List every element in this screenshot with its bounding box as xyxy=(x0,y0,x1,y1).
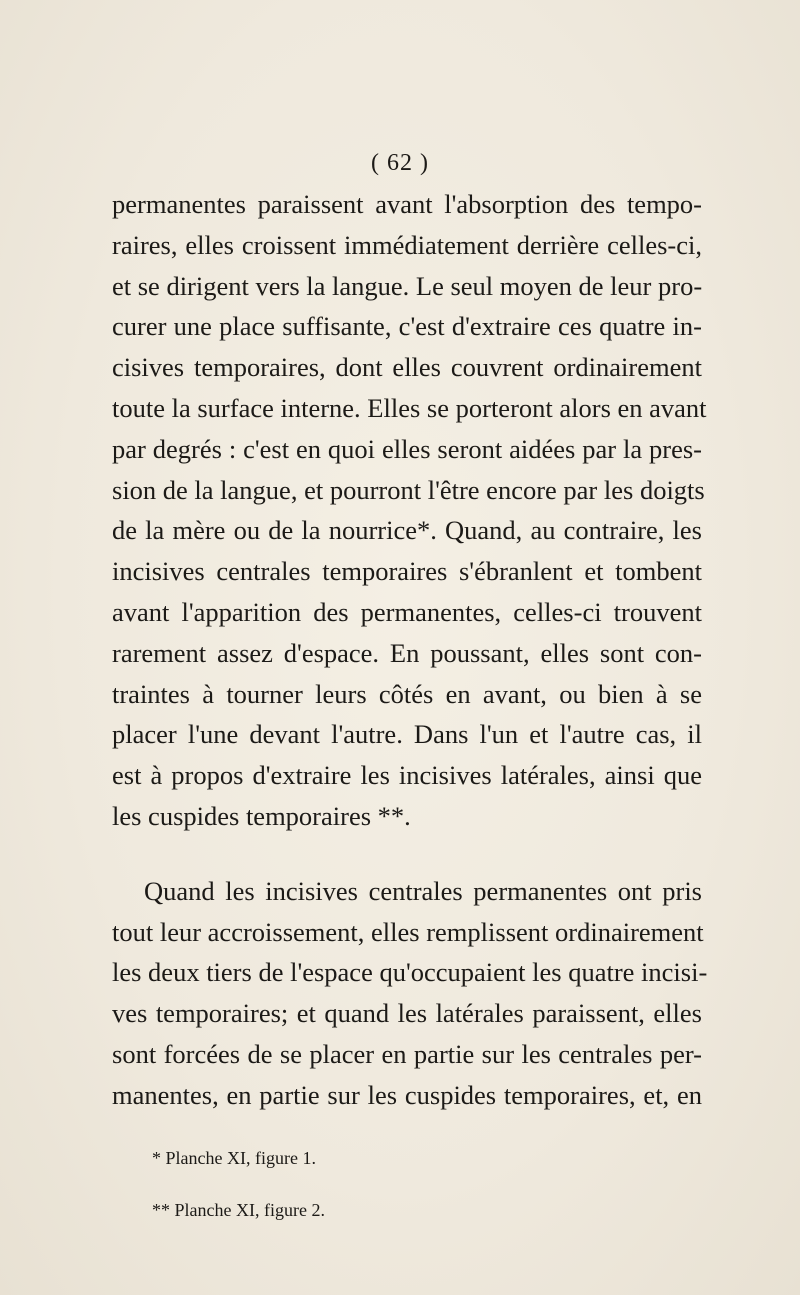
footnotes xyxy=(152,1148,652,1252)
text-line: par degrés : c'est en quoi elles seront aidées par la pres- xyxy=(112,433,702,464)
footnote: ** Planche XI, figure 2. xyxy=(152,1200,325,1220)
text-line: incisives centrales temporaires s'ébranlent et tombent xyxy=(112,556,702,587)
text-line: sont forcées de se placer en partie sur les centrales per- xyxy=(112,1038,702,1069)
footnote: * Planche XI, figure 1. xyxy=(152,1148,316,1168)
text-line: toute la surface interne. Elles se porteront alors en avant xyxy=(112,392,707,423)
text-line: cisives temporaires, dont elles couvrent ordinairement xyxy=(112,352,702,383)
text-line: rarement assez d'espace. En poussant, elles sont con- xyxy=(112,637,702,668)
text-line: avant l'apparition des permanentes, celles-ci trouvent xyxy=(112,596,702,627)
paragraph-2 xyxy=(112,871,708,1116)
text-line: tout leur accroissement, elles remplissent ordinairement xyxy=(112,916,704,947)
page-number: ( 62 ) xyxy=(371,150,429,176)
text-line: Quand les incisives centrales permanentes ont pris xyxy=(144,875,702,906)
text-line: sion de la langue, et pourront l'être encore par les doigts xyxy=(112,474,705,505)
text-line: les cuspides temporaires **. xyxy=(112,800,411,831)
text-line: est à propos d'extraire les incisives latérales, ainsi que xyxy=(112,760,702,791)
text-line: traintes à tourner leurs côtés en avant, ou bien à se xyxy=(112,678,702,709)
paragraph-spacer xyxy=(112,837,702,871)
text-line: manentes, en partie sur les cuspides temporaires, et, en xyxy=(112,1079,702,1110)
text-line: raires, elles croissent immédiatement derrière celles-ci, xyxy=(112,229,702,260)
text-line: placer l'une devant l'autre. Dans l'un et l'autre cas, il xyxy=(112,719,702,750)
paragraph-1 xyxy=(112,184,707,837)
text-line: et se dirigent vers la langue. Le seul moyen de leur pro- xyxy=(112,270,703,301)
text-line: curer une place suffisante, c'est d'extraire ces quatre in- xyxy=(112,311,702,342)
body-text xyxy=(112,184,708,1116)
text-line: ves temporaires; et quand les latérales paraissent, elles xyxy=(112,998,702,1029)
text-line: les deux tiers de l'espace qu'occupaient les quatre incisi- xyxy=(112,957,708,988)
text-line: de la mère ou de la nourrice*. Quand, au contraire, les xyxy=(112,515,702,546)
text-line: permanentes paraissent avant l'absorption des tempo- xyxy=(112,189,702,219)
